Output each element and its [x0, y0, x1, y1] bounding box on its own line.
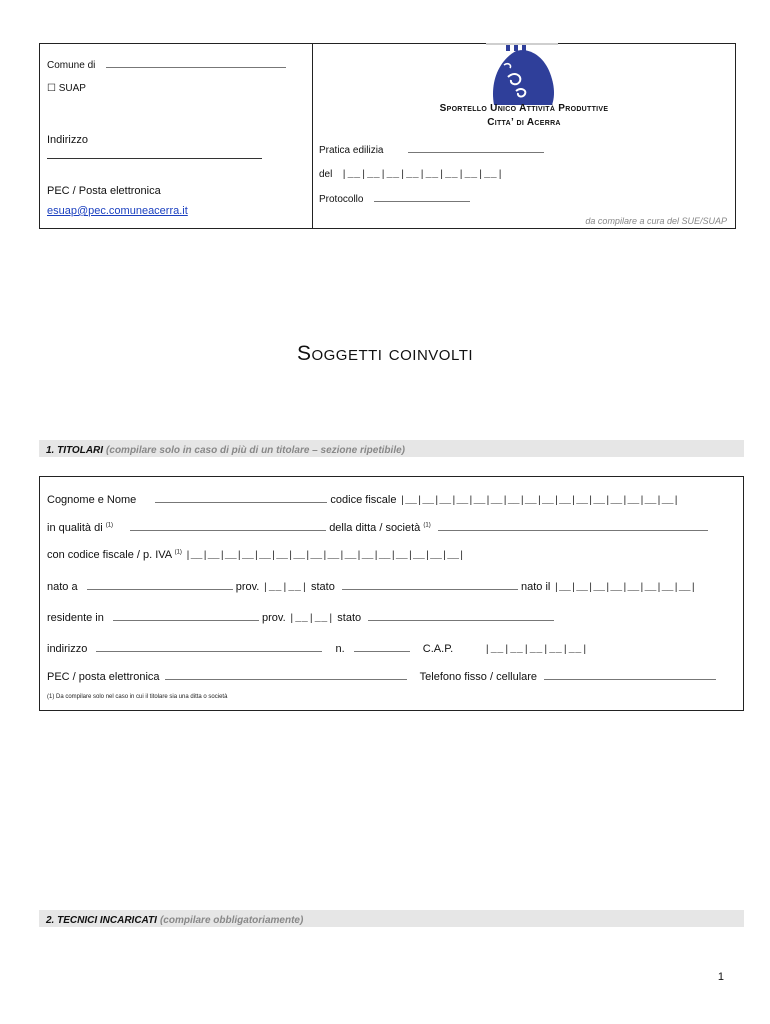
- nato-il-label: nato il: [520, 581, 551, 593]
- compilare-note: da compilare a cura del SUE/SUAP: [585, 216, 727, 226]
- indirizzo-label: Indirizzo: [47, 134, 88, 146]
- ditta-label: della ditta / società: [329, 522, 421, 534]
- comune-row: [47, 59, 286, 71]
- pratica-field[interactable]: [408, 144, 544, 153]
- piva-label: con codice fiscale / p. IVA: [47, 549, 172, 561]
- indirizzo-field-s1[interactable]: [96, 642, 322, 652]
- indirizzo-field[interactable]: [47, 158, 262, 159]
- protocollo-field[interactable]: [374, 193, 470, 202]
- comune-label: Comune di: [47, 60, 96, 71]
- pratica-label: Pratica edilizia: [319, 145, 384, 156]
- page-title: Soggetti coinvolti: [296, 342, 474, 365]
- qualita-row: [47, 521, 708, 534]
- residente-prov-boxes[interactable]: |__|__|: [288, 614, 335, 625]
- del-label: del: [319, 169, 333, 180]
- telefono-label: Telefono fisso / cellulare: [419, 671, 538, 683]
- nato-label: nato a: [47, 581, 78, 593]
- nato-stato-label: stato: [311, 581, 335, 593]
- section2-heading: 2. TECNICI INCARICATI: [46, 915, 157, 926]
- residente-field[interactable]: [113, 611, 259, 621]
- residente-stato-label: stato: [337, 612, 362, 624]
- qualita-field[interactable]: [130, 521, 326, 531]
- qualita-note-ref: (1): [105, 522, 114, 529]
- section1-heading: 1. TITOLARI: [46, 445, 104, 456]
- pec-row: [47, 670, 716, 683]
- indirizzo-label-s1: indirizzo: [47, 643, 88, 655]
- numero-field[interactable]: [354, 642, 410, 652]
- nato-row: [47, 580, 696, 594]
- residente-stato-field[interactable]: [368, 611, 554, 621]
- ente-name-line2: Citta’ di Acerra: [487, 117, 561, 128]
- footnote: (1) Da compilare solo nel caso in cui il titolare sia una ditta o società: [47, 694, 228, 700]
- cognome-label: Cognome e Nome: [47, 494, 137, 506]
- nato-il-boxes[interactable]: |__|__|__|__|__|__|__|__|: [553, 583, 696, 594]
- qualita-label: in qualità di: [47, 522, 103, 534]
- section2-bar: [39, 910, 744, 927]
- cap-boxes[interactable]: |__|__|__|__|__|: [484, 645, 589, 656]
- cap-label: C.A.P.: [422, 643, 454, 655]
- nato-stato-field[interactable]: [342, 580, 518, 590]
- pec-field-s1[interactable]: [165, 670, 407, 680]
- indirizzo-row: [47, 642, 588, 656]
- protocollo-row: [319, 193, 470, 205]
- telefono-field[interactable]: [544, 670, 716, 680]
- page-number: 1: [717, 971, 724, 983]
- numero-label: n.: [335, 643, 345, 655]
- pec-email-link[interactable]: esuap@pec.comuneacerra.it: [47, 205, 188, 217]
- nato-prov-label: prov.: [235, 581, 260, 593]
- residente-row: [47, 611, 554, 625]
- section1-bar: [39, 440, 744, 457]
- piva-note-ref: (1): [174, 549, 182, 556]
- acerra-logo-icon: [486, 43, 558, 107]
- cognome-row: [47, 493, 679, 507]
- pec-label: PEC / Posta elettronica: [47, 185, 161, 197]
- nato-prov-boxes[interactable]: |__|__|: [262, 583, 308, 594]
- residente-prov-label: prov.: [262, 612, 286, 624]
- codice-fiscale-label: codice fiscale: [330, 494, 397, 506]
- ente-name-line1: Sportello Unico Attività Produttive: [439, 103, 609, 114]
- header-divider: [312, 43, 313, 229]
- comune-field[interactable]: [106, 59, 286, 68]
- section2-hint: (compilare obbligatoriamente): [159, 915, 304, 926]
- cognome-field[interactable]: [155, 493, 327, 503]
- del-date-boxes[interactable]: |__|__|__|__|__|__|__|__|: [341, 170, 504, 181]
- ditta-note-ref: (1): [423, 522, 431, 529]
- nato-field[interactable]: [87, 580, 233, 590]
- residente-label: residente in: [47, 612, 104, 624]
- suap-checkbox[interactable]: ☐ SUAP: [47, 83, 86, 94]
- ditta-field[interactable]: [438, 521, 708, 531]
- piva-boxes[interactable]: |__|__|__|__|__|__|__|__|__|__|__|__|__|__|__|__|: [185, 551, 465, 562]
- section1-hint: (compilare solo in caso di più di un titolare – sezione ripetibile): [106, 445, 405, 456]
- del-row: [319, 169, 504, 181]
- pratica-row: [319, 144, 544, 156]
- codice-fiscale-boxes[interactable]: |__|__|__|__|__|__|__|__|__|__|__|__|__|__|__|__|: [399, 496, 679, 507]
- protocollo-label: Protocollo: [319, 194, 364, 205]
- pec-label-s1: PEC / posta elettronica: [47, 671, 160, 683]
- piva-row: [47, 549, 464, 562]
